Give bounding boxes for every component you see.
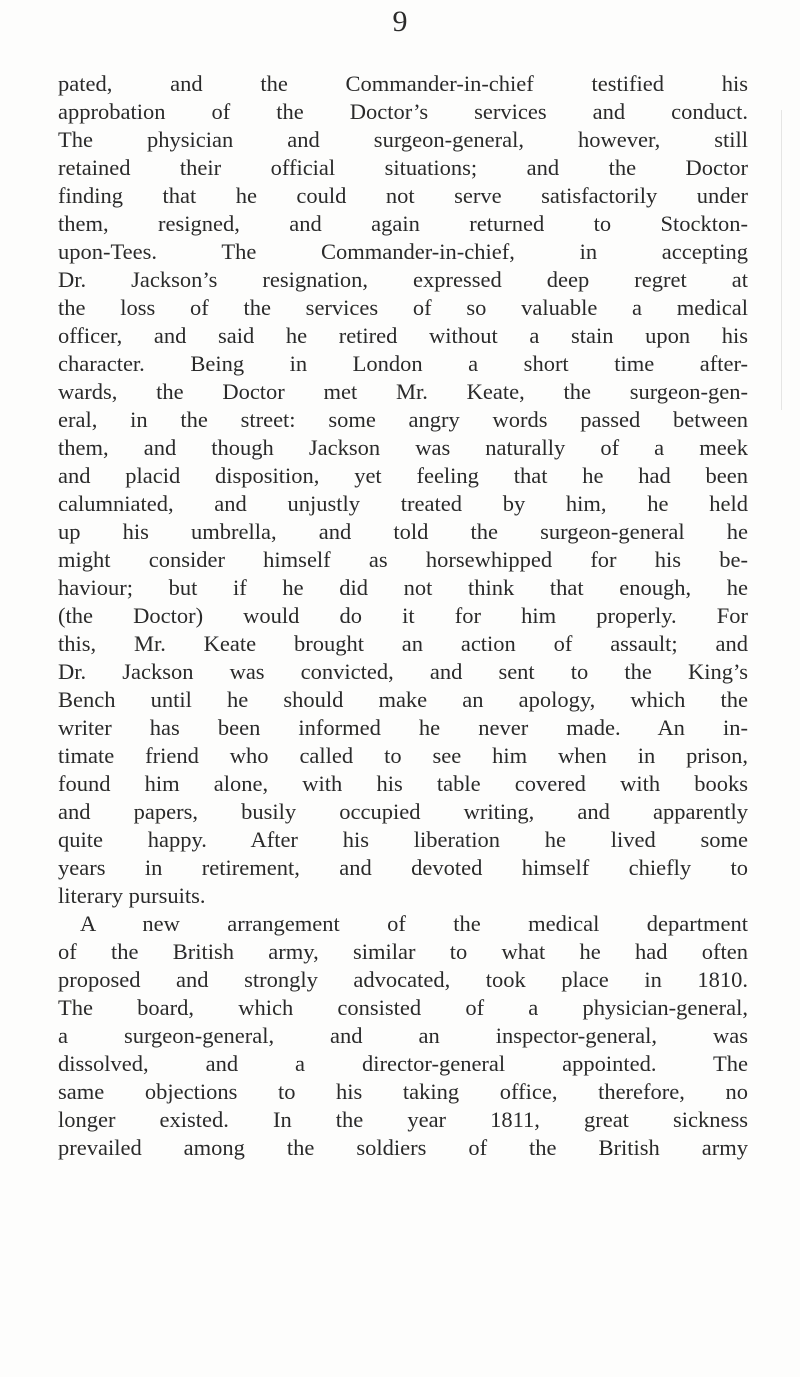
text-line: and placid disposition, yet feeling that he had been <box>58 463 748 488</box>
text-line: Dr. Jackson was convicted, and sent to the King’s <box>58 659 748 684</box>
text-line: retained their official situations; and the Doctor <box>58 155 748 180</box>
text-line: found him alone, with his table covered with books <box>58 771 748 796</box>
page-edge-shadow <box>767 110 782 410</box>
text-line-paragraph-start: A new arrangement of the medical department <box>80 911 748 936</box>
body-text <box>58 70 748 1162</box>
text-line: haviour; but if he did not think that enough, he <box>58 575 748 600</box>
text-line: them, and though Jackson was naturally of a meek <box>58 435 748 460</box>
text-line: quite happy. After his liberation he lived some <box>58 827 748 852</box>
text-line: (the Doctor) would do it for him properly. For <box>58 603 748 628</box>
text-line: same objections to his taking office, therefore, no <box>58 1079 748 1104</box>
text-line: pated, and the Commander-in-chief testified his <box>58 71 748 96</box>
text-line: finding that he could not serve satisfactorily under <box>58 183 748 208</box>
text-line: and papers, busily occupied writing, and apparently <box>58 799 748 824</box>
text-line: might consider himself as horsewhipped for his be- <box>58 547 748 572</box>
text-line: eral, in the street: some angry words passed between <box>58 407 748 432</box>
text-line: Dr. Jackson’s resignation, expressed deep regret at <box>58 267 748 292</box>
text-line: officer, and said he retired without a stain upon his <box>58 323 748 348</box>
text-line: Bench until he should make an apology, which the <box>58 687 748 712</box>
text-line: timate friend who called to see him when in prison, <box>58 743 748 768</box>
text-line: The board, which consisted of a physician-general, <box>58 995 748 1020</box>
text-line: this, Mr. Keate brought an action of assault; and <box>58 631 748 656</box>
text-line: proposed and strongly advocated, took place in 1810. <box>58 967 748 992</box>
text-line: calumniated, and unjustly treated by him, he held <box>58 491 748 516</box>
text-line: years in retirement, and devoted himself chiefly to <box>58 855 748 880</box>
text-line: prevailed among the soldiers of the British army <box>58 1135 748 1160</box>
page-number: 9 <box>392 5 408 38</box>
text-line: wards, the Doctor met Mr. Keate, the surgeon-gen- <box>58 379 748 404</box>
text-line: writer has been informed he never made. An in- <box>58 715 748 740</box>
text-line-paragraph-end: literary pursuits. <box>58 883 206 908</box>
text-line: dissolved, and a director-general appointed. The <box>58 1051 748 1076</box>
text-line: The physician and surgeon-general, however, still <box>58 127 748 152</box>
text-line: character. Being in London a short time after- <box>58 351 748 376</box>
text-line: longer existed. In the year 1811, great sickness <box>58 1107 748 1132</box>
text-line: a surgeon-general, and an inspector-general, was <box>58 1023 748 1048</box>
text-line: them, resigned, and again returned to Stockton- <box>58 211 748 236</box>
text-line: approbation of the Doctor’s services and conduct. <box>58 99 748 124</box>
text-line: the loss of the services of so valuable a medical <box>58 295 748 320</box>
text-line: of the British army, similar to what he had often <box>58 939 748 964</box>
text-line: upon-Tees. The Commander-in-chief, in accepting <box>58 239 748 264</box>
text-line: up his umbrella, and told the surgeon-general he <box>58 519 748 544</box>
